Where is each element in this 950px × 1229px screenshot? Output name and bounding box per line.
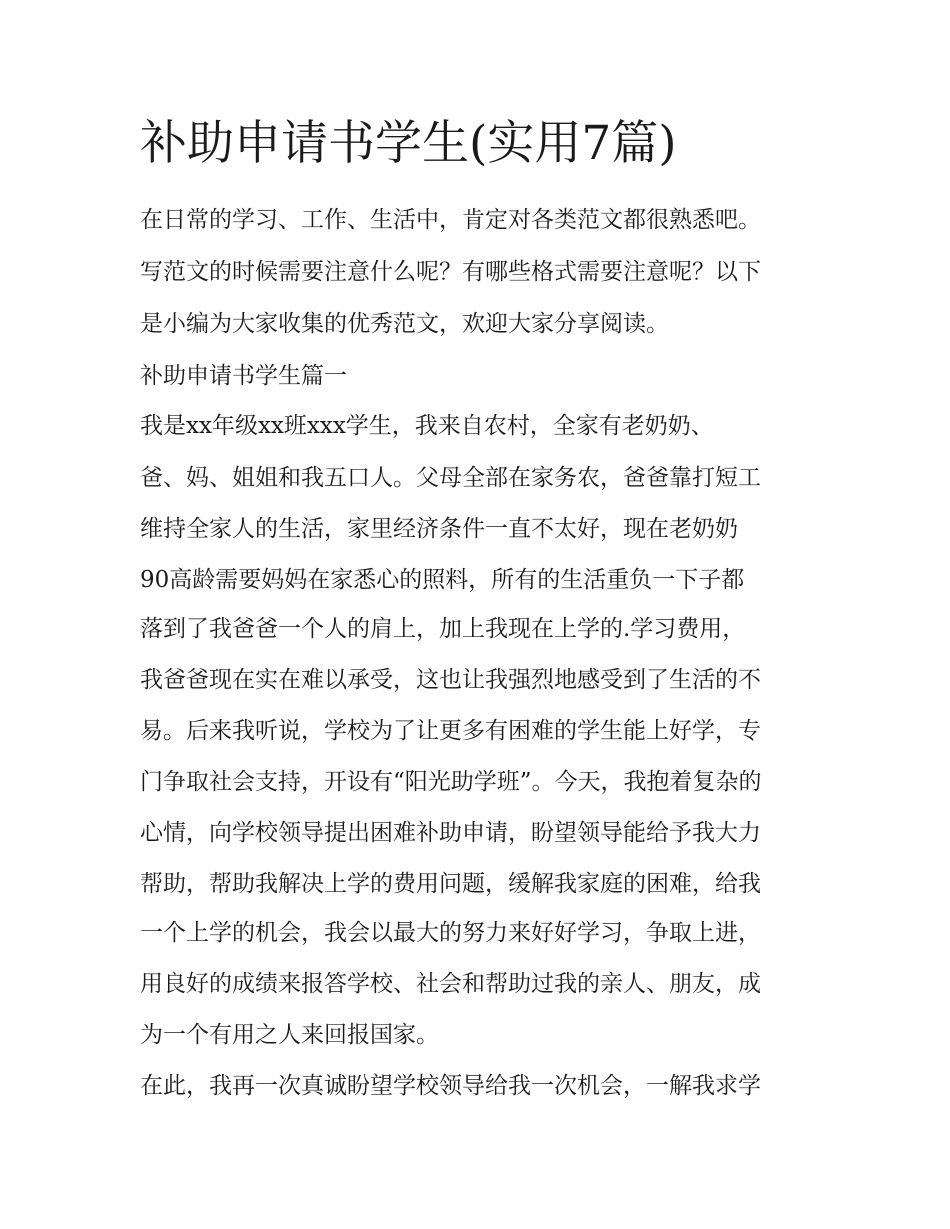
document-title: 补助申请书学生(实用7篇) <box>140 116 677 171</box>
text-line-6: 爸、妈、姐姐和我五口人。父母全部在家务农，爸爸靠打短工 <box>140 465 761 491</box>
text-line-11: 易。后来我听说，学校为了让更多有困难的学生能上好学，专 <box>140 718 761 744</box>
text-line-5: 我是xx年级xx班xxx学生，我来自农村，全家有老奶奶、 <box>140 413 714 439</box>
text-line-13: 心情，向学校领导提出困难补助申请，盼望领导能给予我大力 <box>140 820 761 846</box>
text-line-16: 用良好的成绩来报答学校、社会和帮助过我的亲人、朋友，成 <box>140 971 761 997</box>
text-line-7: 维持全家人的生活，家里经济条件一直不太好，现在老奶奶 <box>140 516 738 542</box>
section-heading: 补助申请书学生篇一 <box>140 363 347 389</box>
text-line-10: 我爸爸现在实在难以承受，这也让我强烈地感受到了生活的不 <box>140 667 761 693</box>
text-line-18: 在此，我再一次真诚盼望学校领导给我一次机会，一解我求学 <box>140 1073 761 1099</box>
text-line-12: 门争取社会支持，开设有“阳光助学班”。今天，我抱着复杂的 <box>140 769 762 795</box>
text-line-2: 写范文的时候需要注意什么呢？有哪些格式需要注意呢？以下 <box>140 259 761 285</box>
text-line-17: 为一个有用之人来回报国家。 <box>140 1022 439 1048</box>
text-line-15: 一个上学的机会，我会以最大的努力来好好学习，争取上进， <box>140 920 761 946</box>
text-line-8: 90高龄需要妈妈在家悉心的照料，所有的生活重负一下子都 <box>140 567 745 593</box>
text-line-9: 落到了我爸爸一个人的肩上，加上我现在上学的.学习费用， <box>140 616 746 642</box>
text-line-14: 帮助，帮助我解决上学的费用问题，缓解我家庭的困难，给我 <box>140 871 761 897</box>
text-line-3: 是小编为大家收集的优秀范文，欢迎大家分享阅读。 <box>140 311 669 337</box>
text-line-1: 在日常的学习、工作、生活中，肯定对各类范文都很熟悉吧。 <box>140 207 761 233</box>
